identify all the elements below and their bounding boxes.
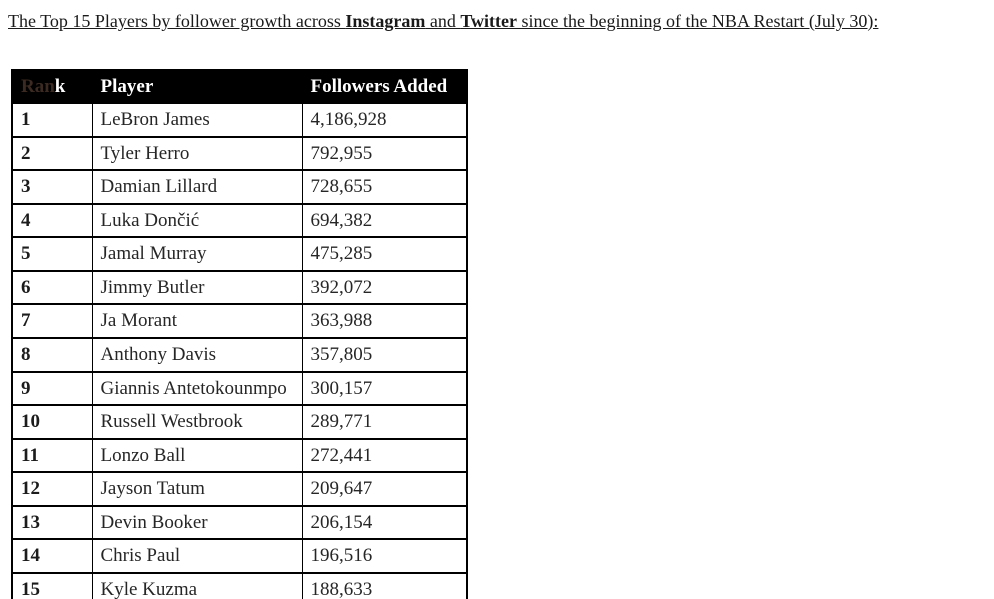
player-cell: Jayson Tatum (92, 472, 302, 506)
table-row (12, 137, 467, 171)
table-row (12, 338, 467, 372)
rank-cell: 10 (12, 405, 92, 439)
title-text-1: The Top 15 Players by follower growth across (8, 11, 346, 31)
rank-cell: 5 (12, 237, 92, 271)
rank-header-ghost-text: Ran (21, 75, 55, 97)
header-row (12, 70, 467, 104)
player-cell: Jamal Murray (92, 237, 302, 271)
player-cell: Luka Dončić (92, 204, 302, 238)
followers-cell: 392,072 (302, 271, 467, 305)
followers-cell: 694,382 (302, 204, 467, 238)
title-bold-twitter: Twitter (460, 11, 517, 31)
table-row (12, 170, 467, 204)
title-text-3: since the beginning of the NBA Restart (July 30): (516, 11, 879, 31)
followers-cell: 289,771 (302, 405, 467, 439)
table-row (12, 304, 467, 338)
rank-cell: 1 (12, 103, 92, 137)
column-header-followers: Followers Added (302, 70, 467, 104)
followers-cell: 300,157 (302, 372, 467, 406)
column-header-player: Player (92, 70, 302, 104)
followers-cell: 357,805 (302, 338, 467, 372)
player-cell: Giannis Antetokounmpo (92, 372, 302, 406)
player-cell: Kyle Kuzma (92, 573, 302, 599)
player-cell: Devin Booker (92, 506, 302, 540)
rank-cell: 6 (12, 271, 92, 305)
table-row (12, 573, 467, 599)
table-row (12, 204, 467, 238)
followers-cell: 272,441 (302, 439, 467, 473)
page-title (0, 0, 994, 33)
followers-cell: 728,655 (302, 170, 467, 204)
table-row (12, 372, 467, 406)
followers-cell: 4,186,928 (302, 103, 467, 137)
followers-cell: 206,154 (302, 506, 467, 540)
followers-table (11, 69, 468, 599)
player-cell: Damian Lillard (92, 170, 302, 204)
player-cell: Russell Westbrook (92, 405, 302, 439)
table-row (12, 472, 467, 506)
rank-cell: 15 (12, 573, 92, 599)
followers-cell: 196,516 (302, 539, 467, 573)
rank-cell: 3 (12, 170, 92, 204)
rank-cell: 11 (12, 439, 92, 473)
column-header-rank (12, 70, 92, 104)
followers-cell: 792,955 (302, 137, 467, 171)
rank-cell: 13 (12, 506, 92, 540)
table-row (12, 439, 467, 473)
player-cell: Jimmy Butler (92, 271, 302, 305)
rank-cell: 7 (12, 304, 92, 338)
followers-cell: 363,988 (302, 304, 467, 338)
player-cell: Chris Paul (92, 539, 302, 573)
rank-cell: 12 (12, 472, 92, 506)
rank-cell: 9 (12, 372, 92, 406)
title-text-2: and (425, 11, 461, 31)
player-cell: Ja Morant (92, 304, 302, 338)
player-cell: LeBron James (92, 103, 302, 137)
table-row (12, 237, 467, 271)
followers-cell: 188,633 (302, 573, 467, 599)
rank-header-visible-text: k (54, 75, 66, 97)
rank-cell: 4 (12, 204, 92, 238)
table-row (12, 506, 467, 540)
followers-cell: 209,647 (302, 472, 467, 506)
followers-cell: 475,285 (302, 237, 467, 271)
player-cell: Anthony Davis (92, 338, 302, 372)
rank-cell: 2 (12, 137, 92, 171)
table-row (12, 103, 467, 137)
rank-cell: 8 (12, 338, 92, 372)
rank-cell: 14 (12, 539, 92, 573)
table-row (12, 271, 467, 305)
player-cell: Lonzo Ball (92, 439, 302, 473)
table-row (12, 539, 467, 573)
table-row (12, 405, 467, 439)
title-bold-instagram: Instagram (345, 11, 426, 31)
player-cell: Tyler Herro (92, 137, 302, 171)
